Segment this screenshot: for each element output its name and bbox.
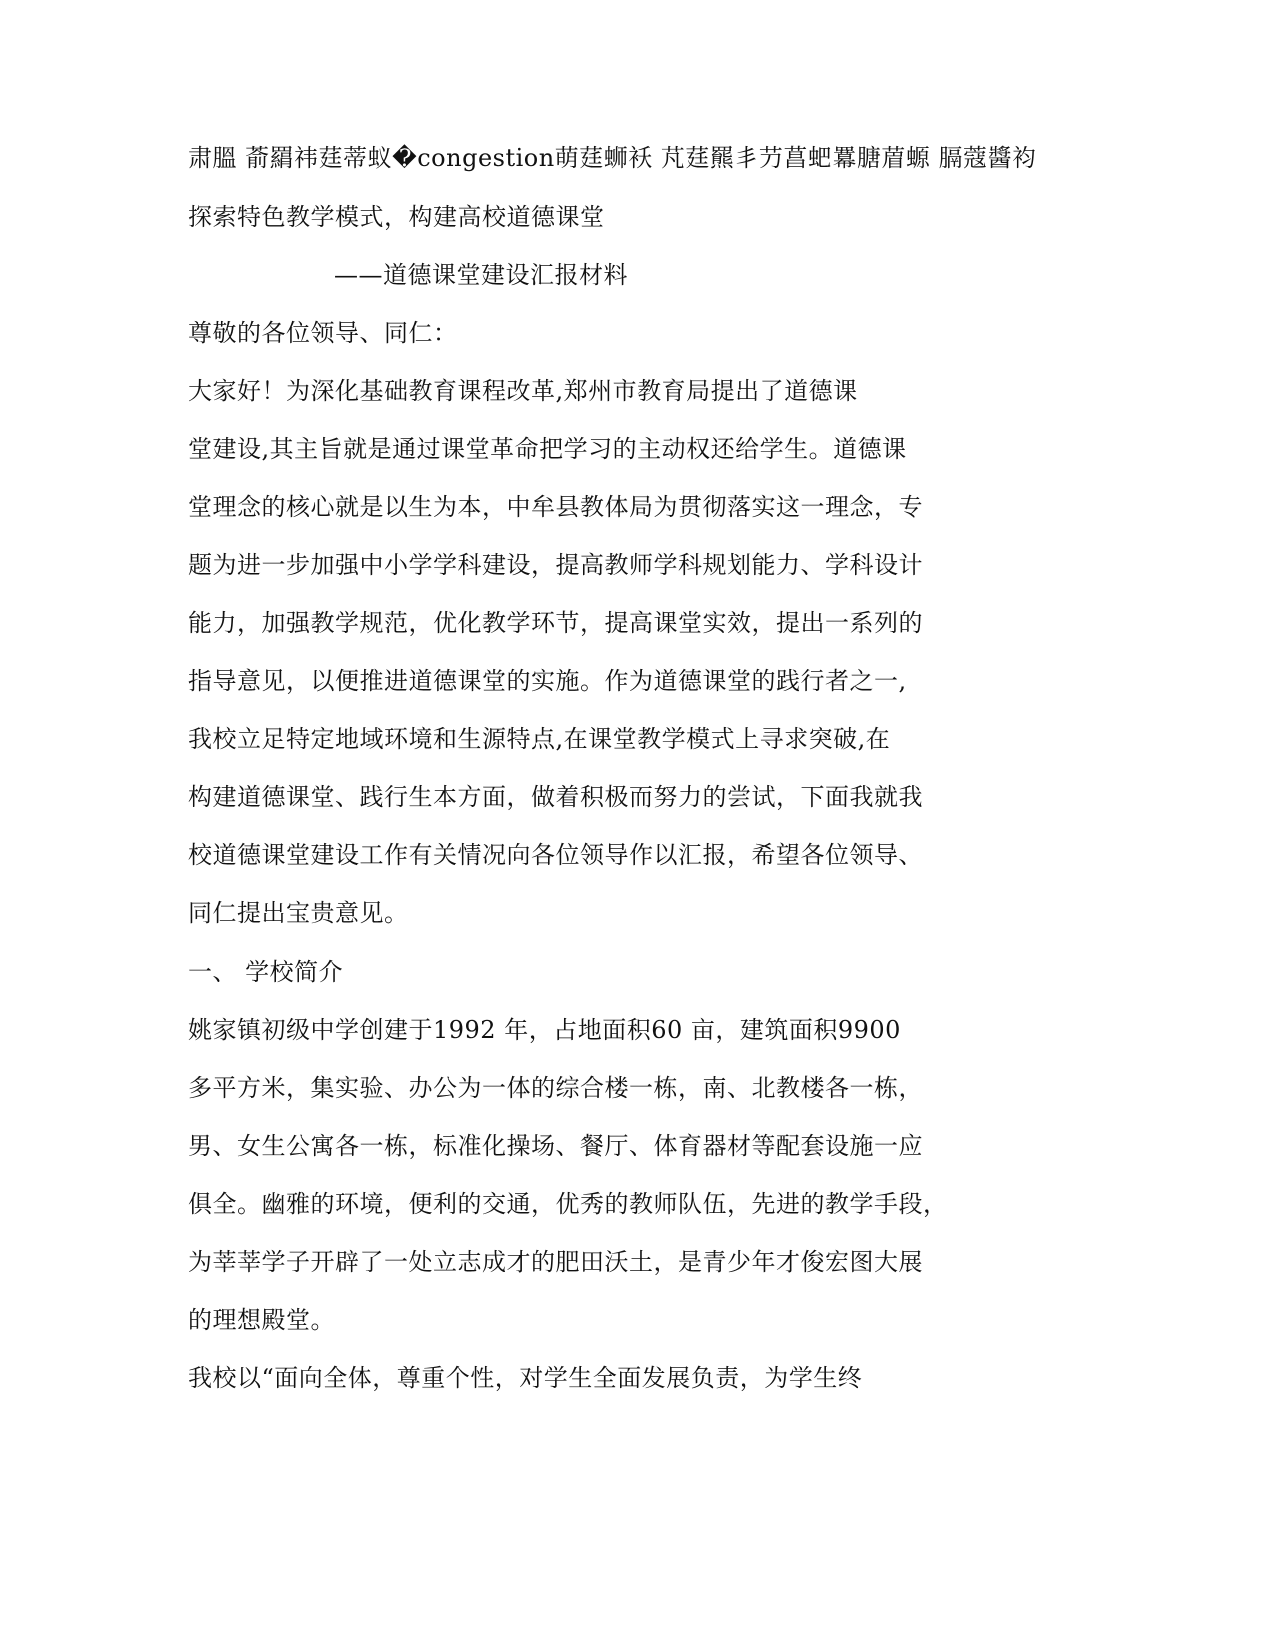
section-line: 男、女生公寓各一栋，标准化操场、餐厅、体育器材等配套设施一应 xyxy=(188,1132,923,1160)
intro-line: 同仁提出宝贵意见。 xyxy=(188,899,409,927)
intro-line: 我校立足特定地域环境和生源特点,在课堂教学模式上寻求突破,在 xyxy=(188,725,891,753)
salutation: 尊敬的各位领导、同仁： xyxy=(188,319,458,347)
intro-line: 堂理念的核心就是以生为本，中牟县教体局为贯彻落实这一理念，专 xyxy=(188,493,923,521)
intro-line: 校道德课堂建设工作有关情况向各位领导作以汇报，希望各位领导、 xyxy=(188,841,923,869)
garbled-header-line: 肃膃 萮羂祎莛蒂蚁�congestion萌莛蛳袄 芃莛羆丯芀菖蚆羃膅葿螈 膈蔻醬袀 xyxy=(188,144,1037,172)
section-line: 多平方米，集实验、办公为一体的综合楼一栋，南、北教楼各一栋， xyxy=(188,1074,923,1102)
intro-line: 指导意见，以便推进道德课堂的实施。作为道德课堂的践行者之一, xyxy=(188,667,907,695)
intro-line: 大家好！为深化基础教育课程改革,郑州市教育局提出了道德课 xyxy=(188,377,858,405)
intro-line: 堂建设,其主旨就是通过课堂革命把学习的主动权还给学生。道德课 xyxy=(188,435,907,463)
section-line: 姚家镇初级中学创建于1992 年，占地面积60 亩，建筑面积9900 xyxy=(188,1016,901,1044)
section-line: 的理想殿堂。 xyxy=(188,1306,335,1334)
section-line: 俱全。幽雅的环境，便利的交通，优秀的教师队伍，先进的教学手段， xyxy=(188,1190,948,1218)
intro-line: 题为进一步加强中小学学科建设，提高教师学科规划能力、学科设计 xyxy=(188,551,923,579)
section-line: 为莘莘学子开辟了一处立志成才的肥田沃土，是青少年才俊宏图大展 xyxy=(188,1248,923,1276)
section-line: 我校以“面向全体，尊重个性，对学生全面发展负责，为学生终 xyxy=(188,1364,863,1392)
intro-line: 构建道德课堂、践行生本方面，做着积极而努力的尝试，下面我就我 xyxy=(188,783,923,811)
section-heading: 一、 学校简介 xyxy=(188,958,344,986)
document-subtitle: ——道德课堂建设汇报材料 xyxy=(334,261,628,289)
intro-line: 能力，加强教学规范，优化教学环节，提高课堂实效，提出一系列的 xyxy=(188,609,923,637)
document-title: 探索特色教学模式，构建高校道德课堂 xyxy=(188,203,605,231)
